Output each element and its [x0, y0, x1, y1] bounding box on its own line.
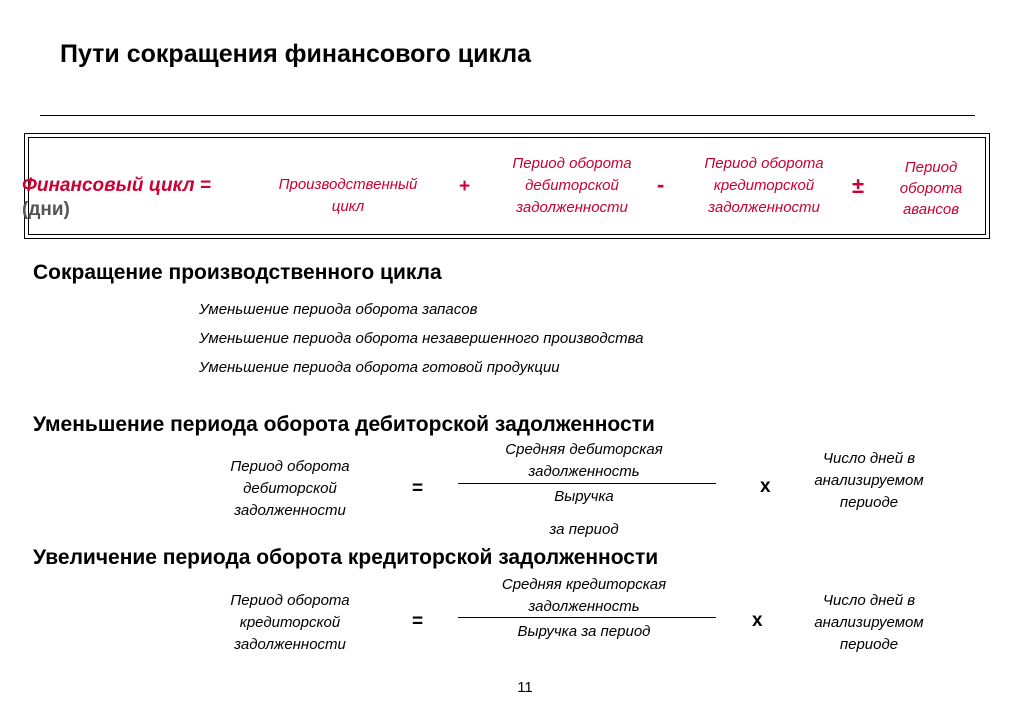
formula-term-payables: Период оборота кредиторской задолженности	[704, 155, 824, 216]
receivables-denominator-period: за период	[549, 521, 619, 538]
list-item: Уменьшение периода оборота запасов	[199, 301, 478, 318]
list-item: Уменьшение периода оборота незавершенного производства	[199, 330, 644, 347]
payables-multiply-sign: х	[752, 610, 763, 631]
receivables-fraction-bar	[458, 483, 716, 484]
receivables-numerator: Средняя дебиторская задолженность	[505, 441, 663, 480]
receivables-days-in-period: Число дней в анализируемом периоде	[814, 450, 924, 511]
list-item: Уменьшение периода оборота готовой продукции	[199, 359, 560, 376]
financial-cycle-label: Финансовый цикл =	[22, 175, 211, 196]
receivables-multiply-sign: х	[760, 476, 771, 497]
section-heading-payables: Увеличение периода оборота кредиторской задолженности	[33, 546, 659, 569]
formula-operator-minus: -	[657, 172, 665, 197]
formula-operator-plus: +	[459, 176, 471, 197]
receivables-turnover-label: Период оборота дебиторской задолженности	[230, 458, 350, 519]
payables-numerator: Средняя кредиторская задолженность	[501, 576, 667, 615]
payables-equals-sign: =	[412, 611, 424, 632]
section-heading-production-cycle: Сокращение производственного цикла	[33, 261, 442, 284]
formula-operator-plus-minus: ±	[852, 173, 865, 198]
payables-days-in-period: Число дней в анализируемом периоде	[814, 592, 924, 653]
payables-fraction-bar	[458, 617, 716, 618]
payables-denominator: Выручка за период	[517, 623, 651, 640]
receivables-equals-sign: =	[412, 478, 424, 499]
slide-title: Пути сокращения финансового цикла	[60, 40, 532, 68]
formula-term-advances: Период оборота авансов	[899, 159, 963, 218]
page-number: 11	[517, 679, 533, 696]
title-divider	[40, 115, 975, 116]
section-heading-receivables: Уменьшение периода оборота дебиторской задолженности	[33, 413, 655, 436]
payables-turnover-label: Период оборота кредиторской задолженности	[230, 592, 350, 653]
receivables-denominator: Выручка	[554, 488, 614, 505]
financial-cycle-units: (дни)	[22, 199, 70, 220]
formula-term-production-cycle: Производственный цикл	[278, 176, 418, 215]
formula-term-receivables: Период оборота дебиторской задолженности	[512, 155, 632, 216]
